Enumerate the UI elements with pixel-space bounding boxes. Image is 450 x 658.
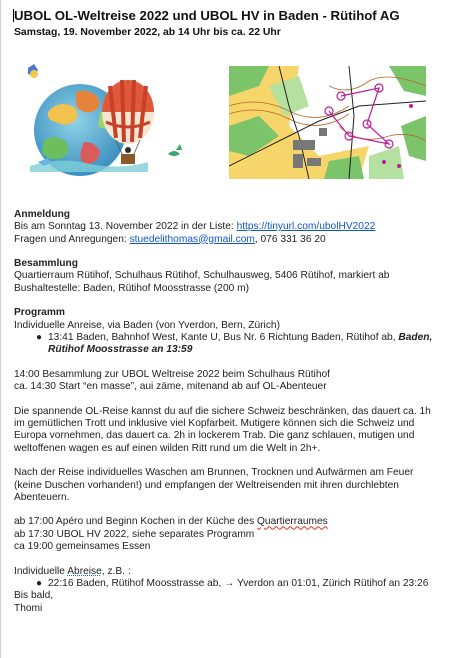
anmeldung-line-1 — [14, 221, 444, 233]
bullet-bold-text: Baden, — [398, 331, 433, 343]
paragraph-line: Die spannende OL-Reise kannst du auf die sichere Schweiz beschränken, das dauert ca. 1h — [14, 405, 431, 417]
bullet-icon: ● — [36, 577, 43, 589]
paragraph-line: Abenteuern. — [14, 491, 70, 503]
suggestion-word[interactable]: Abreise — [67, 565, 102, 577]
document-body — [14, 209, 444, 615]
closing-line: Bis bald, — [14, 590, 54, 602]
bullet-icon: ● — [36, 331, 43, 343]
bullet-bold-text-2: Rütihof Moosstrasse an 13:59 — [48, 344, 193, 356]
programm-line-1430: ca. 14:30 Start “en masse”, aui zäme, mitenand ab auf OL-Abenteuer — [14, 381, 327, 393]
hot-air-balloon-globe-illustration — [18, 62, 188, 184]
spellcheck-word[interactable]: Quartierraumes — [257, 516, 328, 528]
programm-1700-text: ab 17:00 Apéro und Beginn Kochen in der Küche des — [14, 516, 257, 528]
phone-number: , 076 331 36 20 — [254, 233, 326, 245]
page-left-border — [0, 0, 1, 658]
email-link[interactable]: stuedelithomas@gmail.com — [129, 233, 255, 245]
abreise-suffix: , z.B. : — [101, 565, 131, 577]
document-subtitle: Samstag, 19. November 2022, ab 14 Uhr bis ca. 22 Uhr — [14, 27, 281, 38]
besammlung-line-1: Quartierraum Rütihof, Schulhaus Rütihof, Schulhausweg, 5406 Rütihof, markiert ab — [14, 270, 390, 282]
signature-name: Thomi — [14, 602, 43, 614]
abreise-text: Individuelle — [14, 565, 68, 577]
programm-line-1900: ca 19:00 gemeinsames Essen — [14, 541, 151, 553]
anmeldung-line-2 — [14, 234, 444, 246]
document-title: UBOL OL-Weltreise 2022 und UBOL HV in Baden - Rütihof AG — [14, 8, 400, 23]
section-heading-besammlung: Besammlung — [14, 258, 78, 270]
section-heading-anmeldung: Anmeldung — [14, 209, 71, 220]
section-heading-programm: Programm — [14, 307, 65, 319]
besammlung-line-2: Bushaltestelle: Baden, Rütihof Moosstrasse (200 m) — [14, 282, 249, 294]
paragraph-line: weltoffenen wagen es auf einen wilden Ritt rund um die Welt in 2h+. — [14, 442, 321, 454]
programm-line-1730: ab 17:30 UBOL HV 2022, siehe separates Programm — [14, 528, 255, 540]
anmeldung-contact-text: Fragen und Anregungen: — [14, 233, 130, 245]
registration-link[interactable]: https://tinyurl.com/ubolHV2022 — [236, 221, 376, 233]
bullet-text: 22:16 Baden, Rütihof Moosstrasse ab, → Yverdon an 01:01, Zürich Rütihof an 23:26 — [48, 577, 429, 589]
list-item — [14, 332, 444, 357]
programm-line-1400: 14:00 Besammlung zur UBOL Weltreise 2022 beim Schulhaus Rütihof — [14, 368, 330, 380]
paragraph-line: Europa vornehmen, das dauert ca. 2h in lockerem Trab. Die ganz schlauen, mutigen und — [14, 430, 415, 442]
programm-intro: Individuelle Anreise, via Baden (von Yverdon, Bern, Zürich) — [14, 319, 280, 331]
list-item — [14, 578, 444, 590]
abreise-line — [14, 566, 444, 578]
paragraph-line: Nach der Reise individuelles Waschen am Brunnen, Trocknen und Aufwärmen am Feuer — [14, 467, 414, 479]
paragraph-line: im gemütlichen Trott und inklusive viel Kopfarbeit. Mutigere können sich die Schweiz und — [14, 418, 415, 430]
programm-line-1700 — [14, 516, 444, 528]
orienteering-map — [229, 66, 426, 179]
anmeldung-text: Bis am Sonntag 13. November 2022 in der Liste: — [14, 221, 237, 233]
bullet-text: 13:41 Baden, Bahnhof West, Kante U, Bus Nr. 6 Richtung Baden, Rütihof ab, — [48, 331, 399, 343]
paragraph-line: (keine Duschen vorhanden!) und empfangen der Weltreisenden mit ihren durchlebten — [14, 479, 399, 491]
